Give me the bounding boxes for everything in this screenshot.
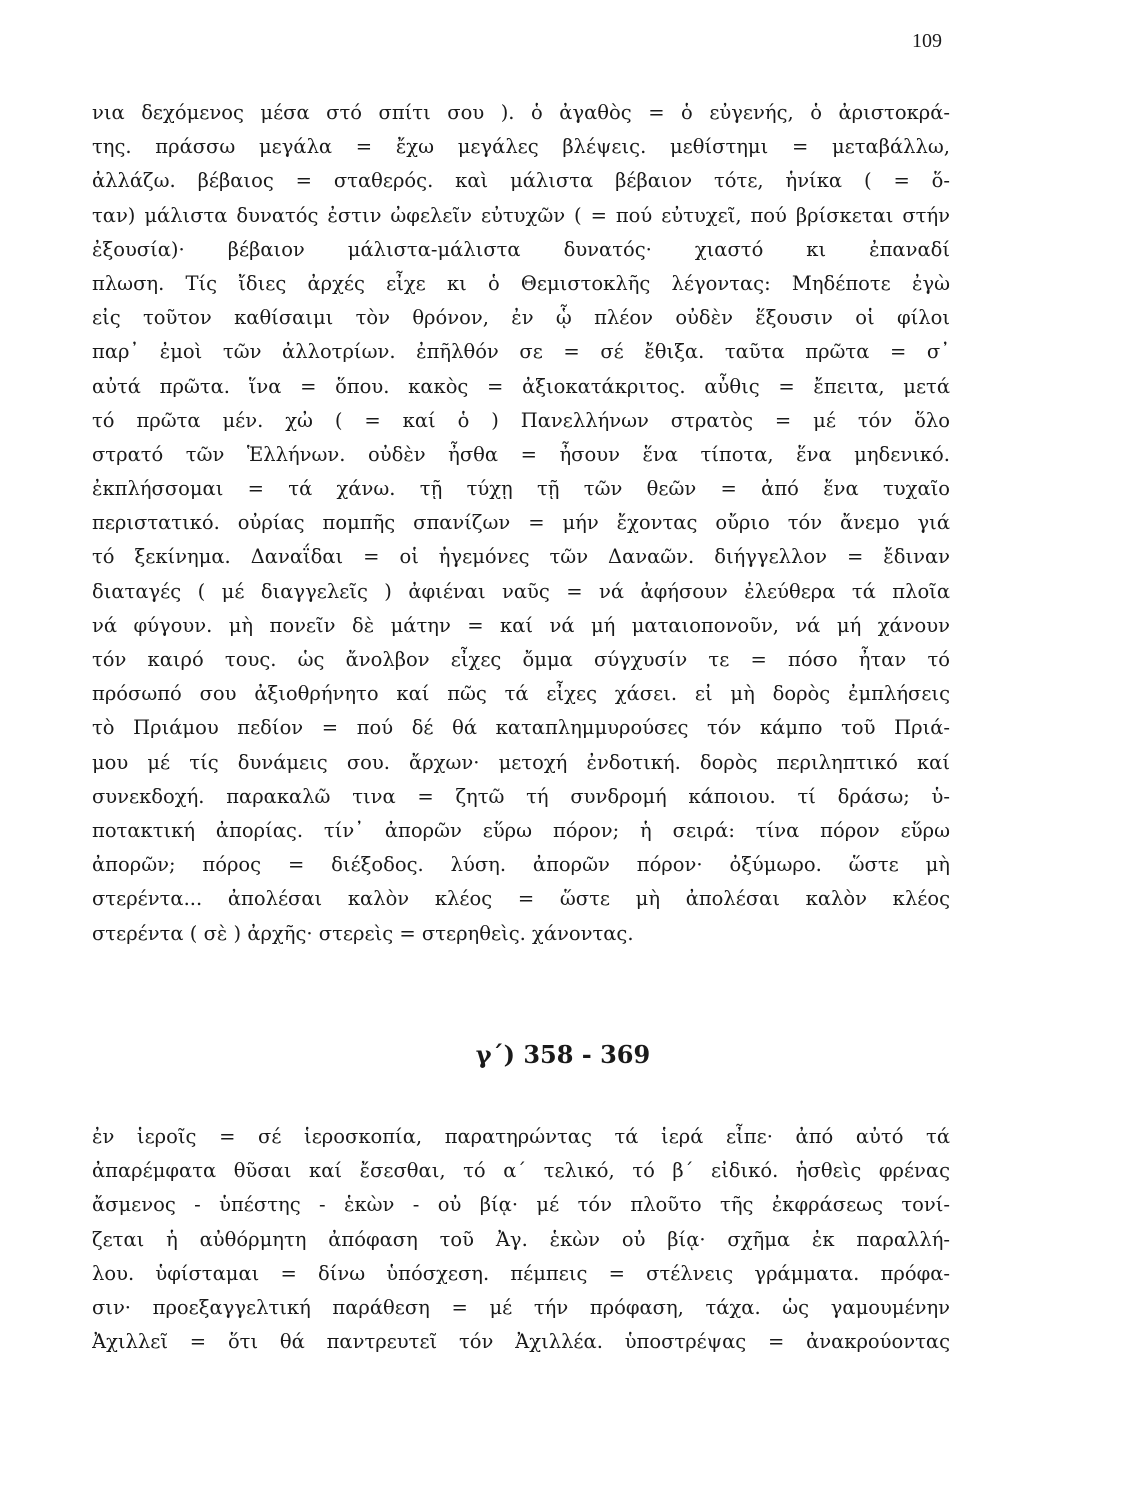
text-line: παρ᾽ ἐμοὶ τῶν ἀλλοτρίων. ἐπῆλθόν σε = σέ ἔθιξα. ταῦτα πρῶτα = σ᾽ (92, 340, 950, 364)
text-line: Ἀχιλλεῖ = ὅτι θά παντρευτεῖ τόν Ἀχιλλέα. ὑποστρέψας = ἀνακρούοντας (92, 1330, 950, 1354)
text-line: στερέντα ( σὲ ) ἀρχῆς· στερεὶς = στερηθεὶς. χάνοντας. (92, 921, 634, 945)
text-line: συνεκδοχή. παρακαλῶ τινα = ζητῶ τή συνδρομή κάποιου. τί δράσω; ὑ- (92, 784, 950, 808)
text-line: ἀπαρέμφατα θῦσαι καί ἔσεσθαι, τό α΄ τελικό, τό β΄ εἰδικό. ἡσθεὶς φρένας (92, 1159, 950, 1183)
text-line: ταν) μάλιστα δυνατός ἐστιν ὠφελεῖν εὐτυχῶν ( = πού εὐτυχεῖ, πού βρίσκεται στήν (92, 203, 950, 227)
section-heading: γ΄) 358 - 369 (475, 1040, 651, 1069)
text-line: σιν· προεξαγγελτική παράθεση = μέ τήν πρόφαση, τάχα. ὡς γαμουμένην (92, 1295, 950, 1319)
text-line: ἀλλάζω. βέβαιος = σταθερός. καὶ μάλιστα βέβαιον τότε, ἡνίκα ( = ὅ- (92, 169, 950, 193)
text-line: ἐξουσία)· βέβαιον μάλιστα-μάλιστα δυνατός· χιαστό κι ἐπαναδί (92, 237, 950, 261)
text-line: αὐτά πρῶτα. ἵνα = ὅπου. κακὸς = ἀξιοκατάκριτος. αὖθις = ἔπειτα, μετά (92, 374, 950, 398)
text-line: τό ξεκίνημα. Δαναΐδαι = οἱ ἡγεμόνες τῶν Δαναῶν. διήγγελλον = ἔδιναν (92, 545, 950, 569)
text-line: τὸ Πριάμου πεδίον = πού δέ θά καταπλημμυρούσες τόν κάμπο τοῦ Πριά- (92, 716, 950, 740)
page-number: 109 (912, 30, 942, 52)
text-line: στερέντα... ἀπολέσαι καλὸν κλέος = ὥστε μὴ ἀπολέσαι καλὸν κλέος (92, 887, 950, 911)
text-line: περιστατικό. οὐρίας πομπῆς σπανίζων = μήν ἔχοντας οὔριο τόν ἄνεμο γιά (92, 511, 950, 535)
text-line: ζεται ἡ αὐθόρμητη ἀπόφαση τοῦ Ἀγ. ἑκὼν οὐ βίᾳ· σχῆμα ἐκ παραλλή- (92, 1227, 950, 1251)
commentary-block-second (92, 1120, 950, 1359)
text-line: εἰς τοῦτον καθίσαιμι τὸν θρόνον, ἐν ᾧ πλέον οὐδὲν ἕξουσιν οἱ φίλοι (92, 306, 950, 330)
text-line: νά φύγουν. μὴ πονεῖν δὲ μάτην = καί νά μή ματαιοπονοῦν, νά μή χάνουν (92, 613, 950, 637)
text-line: ποτακτική ἀπορίας. τίν᾽ ἀπορῶν εὕρω πόρον; ἡ σειρά: τίνα πόρον εὕρω (92, 818, 950, 842)
text-line: τό πρῶτα μέν. χὠ ( = καί ὁ ) Πανελλήνων στρατὸς = μέ τόν ὅλο (92, 408, 950, 432)
text-line: στρατό τῶν Ἑλλήνων. οὐδὲν ἦσθα = ἦσουν ἕνα τίποτα, ἕνα μηδενικό. (92, 442, 950, 466)
text-line: πρόσωπό σου ἀξιοθρήνητο καί πῶς τά εἶχες χάσει. εἰ μὴ δορὸς ἐμπλήσεις (92, 682, 950, 706)
text-line: μου μέ τίς δυνάμεις σου. ἄρχων· μετοχή ἐνδοτική. δορὸς περιληπτικό καί (92, 750, 950, 774)
text-line: της. πράσσω μεγάλα = ἔχω μεγάλες βλέψεις. μεθίστημι = μεταβάλλω, (92, 135, 950, 159)
text-line: πλωση. Τίς ἴδιες ἀρχές εἶχε κι ὁ Θεμιστοκλῆς λέγοντας: Μηδέποτε ἐγὼ (92, 271, 950, 295)
text-line: τόν καιρό τους. ὡς ἄνολβον εἶχες ὄμμα σύγχυσίν τε = πόσο ἦταν τό (92, 648, 950, 671)
text-line: ἐν ἱεροῖς = σέ ἱεροσκοπία, παρατηρώντας τά ἱερά εἶπε· ἀπό αὐτό τά (92, 1125, 950, 1148)
text-line: νια δεχόμενος μέσα στό σπίτι σου ). ὁ ἀγαθὸς = ὁ εὐγενής, ὁ ἀριστοκρά- (92, 101, 950, 124)
commentary-block-first (92, 96, 950, 951)
text-line: ἐκπλήσσομαι = τά χάνω. τῇ τύχῃ τῇ τῶν θεῶν = ἀπό ἕνα τυχαῖο (92, 477, 950, 501)
text-line: ἄσμενος - ὑπέστης - ἑκὼν - οὐ βίᾳ· μέ τόν πλοῦτο τῆς ἐκφράσεως τονί- (92, 1193, 950, 1217)
text-line: ἀπορῶν; πόρος = διέξοδος. λύση. ἀπορῶν πόρον· ὀξύμωρο. ὥστε μὴ (92, 853, 950, 877)
text-line: λου. ὑφίσταμαι = δίνω ὑπόσχεση. πέμπεις = στέλνεις γράμματα. πρόφα- (92, 1261, 950, 1285)
text-line: διαταγές ( μέ διαγγελεῖς ) ἀφιέναι ναῦς = νά ἀφήσουν ἐλεύθερα τά πλοῖα (92, 579, 950, 603)
